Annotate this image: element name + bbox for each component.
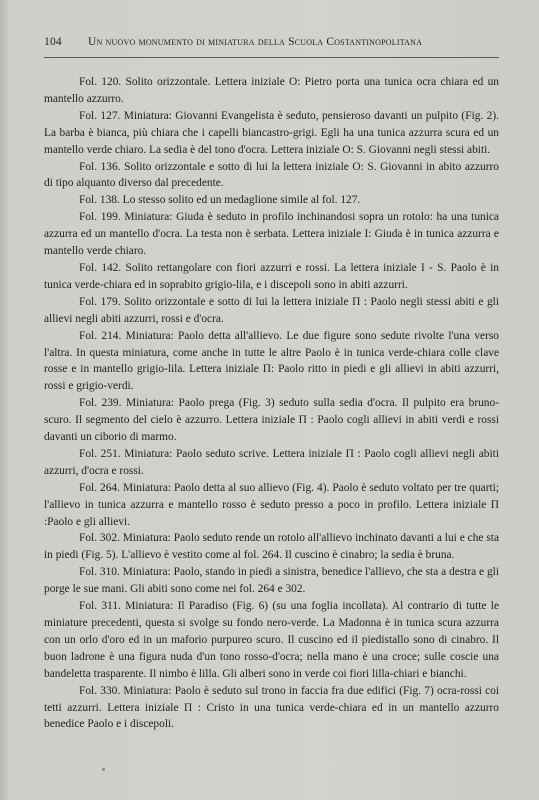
paragraph-fol-310: Fol. 310. Miniatura: Paolo, stando in piedi a sinistra, benedice l'allievo, che sta a destra e gli porge le sue mani. Gli abiti sono come nei fol. 264 e 302. — [44, 566, 499, 596]
paragraph-fol-251: Fol. 251. Miniatura: Paolo seduto scrive. Lettera iniziale Π : Paolo cogli allievi negli abiti azzurri, d'ocra e rossi. — [44, 447, 499, 477]
paragraph-fol-120: Fol. 120. Solito orizzontale. Lettera iniziale O: Pietro porta una tunica ocra chiara ed un mantello azzurro. — [44, 76, 499, 105]
paragraph-fol-136: Fol. 136. Solito orizzontale e sotto di lui la lettera iniziale O: S. Giovanni in abito azzurro di tipo alquanto diverso dal precedente. — [44, 160, 499, 190]
paragraph-fol-142: Fol. 142. Solito rettangolare con fiori azzurri e rossi. La lettera iniziale I - S. Paolo è in tunica verde-chiara ed in soprabito grigio-lila, e i discepoli sono in abiti azzurri. — [44, 261, 499, 291]
paragraph-fol-311: Fol. 311. Miniatura: Il Paradiso (Fig. 6) (su una foglia incollata). Al contrario di tutte le miniature precedenti, questa si svolge su fondo nero-verde. La Madonna è in tunica scura azzurra con un orlo d'oro ed in un maforio purpureo scuro. Il cuscino ed il piedistallo sono di cinabro. Il buon ladrone è una figura nuda d'un tono rosso-d'ocra; nella mano è una croce; sulle coscie una bandeletta trasparente. Il nimbo è lilla. Gli alberi sono in verde coi fiori lilla-chiari e bianchi. — [44, 600, 499, 680]
page-number: 104 — [44, 36, 62, 48]
paper-spot — [102, 768, 105, 771]
running-title: Un nuovo monumento di miniatura della Scuola Costantinopolitana — [88, 36, 423, 48]
paragraph-fol-239: Fol. 239. Miniatura: Paolo prega (Fig. 3) seduto sulla sedia d'ocra. Il pulpito era bruno-scuro. Il segmento del cielo è azzurro. Lettera iniziale Π : Paolo cogli allievi in abiti verdi e rossi davanti un ciborio di marmo. — [44, 397, 499, 444]
paragraph-fol-179: Fol. 179. Solito orizzontale e sotto di lui la lettera iniziale Π : Paolo negli stessi abiti e gli allievi negli abiti azzurri, rossi e d'ocra. — [44, 295, 499, 325]
paragraph-fol-330: Fol. 330. Miniatura: Paolo è seduto sul trono in faccia fra due edifici (Fig. 7) ocra-rossi coi tetti azzurri. Lettera iniziale Π : Cristo in una tunica verde-chiara ed in un mantello azzurro benedice Paolo e i discepoli. — [44, 684, 499, 731]
paragraph-fol-199: Fol. 199. Miniatura: Giuda è seduto in profilo inchinandosi sopra un rotolo: ha una tunica azzurra ed un mantello d'ocra. La testa non è serbata. Lettera iniziale I: Giuda è in tunica azzurra e mantello verde chiaro. — [44, 211, 499, 258]
header-rule — [44, 57, 499, 58]
paragraph-fol-214: Fol. 214. Miniatura: Paolo detta all'allievo. Le due figure sono sedute rivolte l'una verso l'altra. In questa miniatura, come anche in tutte le altre Paolo è in tunica verde-chiara colle clave rosse e in mantello grigio-lila. Lettera iniziale Π: Paolo ritto in piedi e gli allievi in abiti azzurri, rossi e grigio-verdi. — [44, 329, 499, 393]
paragraph-fol-127: Fol. 127. Miniatura: Giovanni Evangelista è seduto, pensieroso davanti un pulpito (Fig. 2). La barba è bianca, più chiara che i capelli biancastro-grigi. Egli ha una tunica azzurra scura ed un mantello verde chiaro. La sedia è del tono d'ocra. Lettera iniziale O: S. Giovanni negli stessi abiti. — [44, 109, 499, 156]
running-header — [44, 36, 496, 48]
paragraph-fol-138: Fol. 138. Lo stesso solito ed un medaglione simile al fol. 127. — [79, 194, 361, 207]
paragraph-fol-302: Fol. 302. Miniatura: Paolo seduto rende un rotolo all'allievo inchinato davanti a lui e che sta in piedi (Fig. 5). L'allievo è vestito come al fol. 264. Il cuscino è cinabro; la sedia è bruna. — [44, 532, 499, 562]
page-body — [44, 74, 499, 733]
paragraph-fol-264: Fol. 264. Miniatura: Paolo detta al suo allievo (Fig. 4). Paolo è seduto voltato per tre quarti; l'allievo in tunica azzurra e mantello rosso è seduto presso a poco in profilo. Lettera iniziale Π :Paolo e gli allievi. — [44, 481, 499, 528]
